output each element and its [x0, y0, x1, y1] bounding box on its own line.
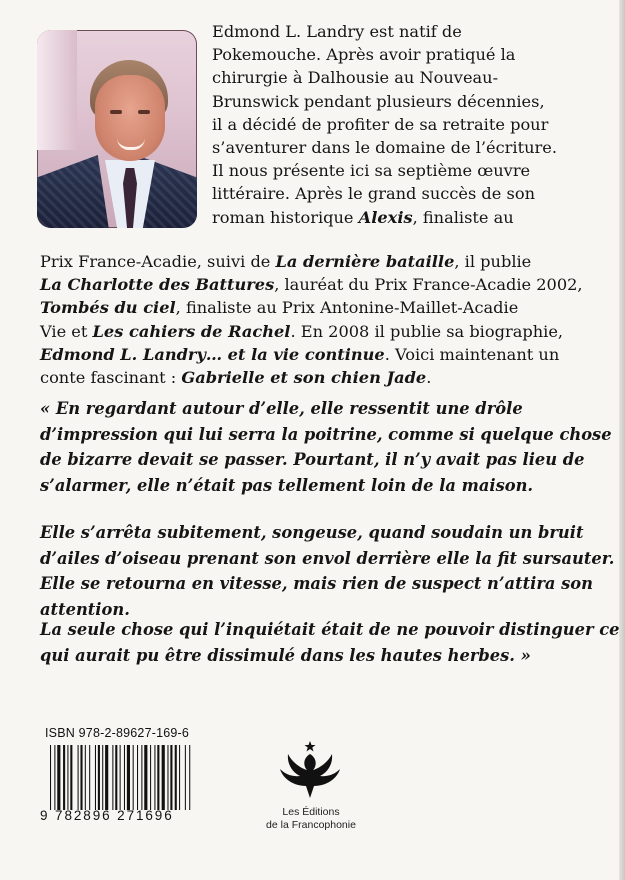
publisher-logo-icon: [270, 740, 350, 800]
book-title: Edmond L. Landry… et la vie continue: [40, 344, 385, 364]
excerpt-line: de bizarre devait se passer. Pourtant, il n’y avait pas lieu de: [40, 450, 585, 469]
excerpt-paragraph-1: [40, 396, 612, 498]
excerpt-line: Elle se retourna en vitesse, mais rien de suspect n’attira son: [40, 574, 593, 593]
isbn-label: ISBN 978-2-89627-169-6: [45, 726, 190, 740]
excerpt-line: s’alarmer, elle n’était pas tellement loin de la maison.: [40, 475, 534, 495]
bio-line: Pokemouche. Après avoir pratiqué la: [212, 45, 516, 65]
author-bio: [212, 20, 607, 229]
bio-line: littéraire. Après le grand succès de son: [212, 184, 535, 204]
barcode-icon: [50, 745, 240, 810]
excerpt-line: Elle s’arrêta subitement, songeuse, quand soudain un bruit: [40, 523, 584, 542]
bio-text: , finaliste au Prix Antonine-Maillet-Acadie: [175, 298, 519, 318]
bio-text: .: [426, 368, 432, 388]
excerpt-line: qui aurait pu être dissimulé dans les hautes herbes. »: [40, 645, 531, 665]
bio-text: . En 2008 il publie sa biographie,: [290, 321, 564, 341]
bio-line: [40, 296, 600, 319]
publisher-name: [255, 806, 367, 831]
bio-line: Edmond L. Landry est natif de: [212, 22, 462, 41]
excerpt-line: La seule chose qui l’inquiétait était de ne pouvoir distinguer ce: [40, 620, 620, 639]
author-bio-continued: [40, 250, 600, 389]
excerpt-paragraph-2: [40, 520, 615, 622]
bio-text: , il publie: [454, 252, 532, 271]
bio-line: [40, 320, 600, 343]
portrait-eye: [110, 110, 122, 114]
book-title: Gabrielle et son chien Jade: [181, 368, 427, 388]
excerpt-line: d’impression qui lui serra la poitrine, comme si quelque chose: [40, 424, 612, 444]
book-title: Tombés du ciel: [40, 298, 176, 318]
book-title: La dernière bataille: [275, 252, 455, 271]
barcode-digits: 9 782896 271696: [40, 808, 174, 823]
bio-text: roman historique: [212, 207, 359, 227]
portrait-eye: [138, 110, 150, 114]
bio-line: [40, 250, 600, 273]
bio-line: [40, 273, 600, 296]
author-portrait: [37, 30, 197, 228]
book-title-alexis: Alexis: [358, 207, 413, 227]
bio-line: Brunswick pendant plusieurs décennies,: [212, 91, 545, 111]
bio-line: chirurgie à Dalhousie au Nouveau-: [212, 68, 499, 88]
bio-line: [40, 366, 600, 389]
bio-text: . Voici maintenant un: [384, 344, 560, 364]
book-title: Les cahiers de Rachel: [92, 321, 291, 341]
excerpt-line: d’ailes d’oiseau prenant son envol derrière elle la fit sursauter.: [40, 548, 615, 568]
bio-text: conte fascinant :: [40, 368, 182, 388]
bio-text: Prix France-Acadie, suivi de: [40, 252, 276, 271]
bio-line: il a décidé de profiter de sa retraite pour: [212, 114, 549, 134]
bio-line: s’aventurer dans le domaine de l’écriture.: [212, 138, 557, 158]
bio-text: , finaliste au: [412, 207, 514, 227]
page-edge: [619, 0, 625, 880]
bio-line: [40, 343, 600, 366]
bio-line: [212, 206, 607, 229]
bio-line: Il nous présente ici sa septième œuvre: [212, 161, 531, 181]
book-title: La Charlotte des Battures: [40, 275, 275, 295]
publisher-name-line: Les Éditions: [282, 806, 340, 818]
publisher-name-line: de la Francophonie: [266, 818, 356, 831]
excerpt-line: attention.: [40, 599, 130, 619]
excerpt-line: « En regardant autour d’elle, elle ressentit une drôle: [40, 399, 523, 418]
excerpt-paragraph-3: [40, 617, 620, 668]
portrait-curtain: [37, 30, 77, 150]
bio-text: , lauréat du Prix France-Acadie 2002,: [274, 275, 583, 295]
bio-text: Vie et: [40, 321, 93, 341]
